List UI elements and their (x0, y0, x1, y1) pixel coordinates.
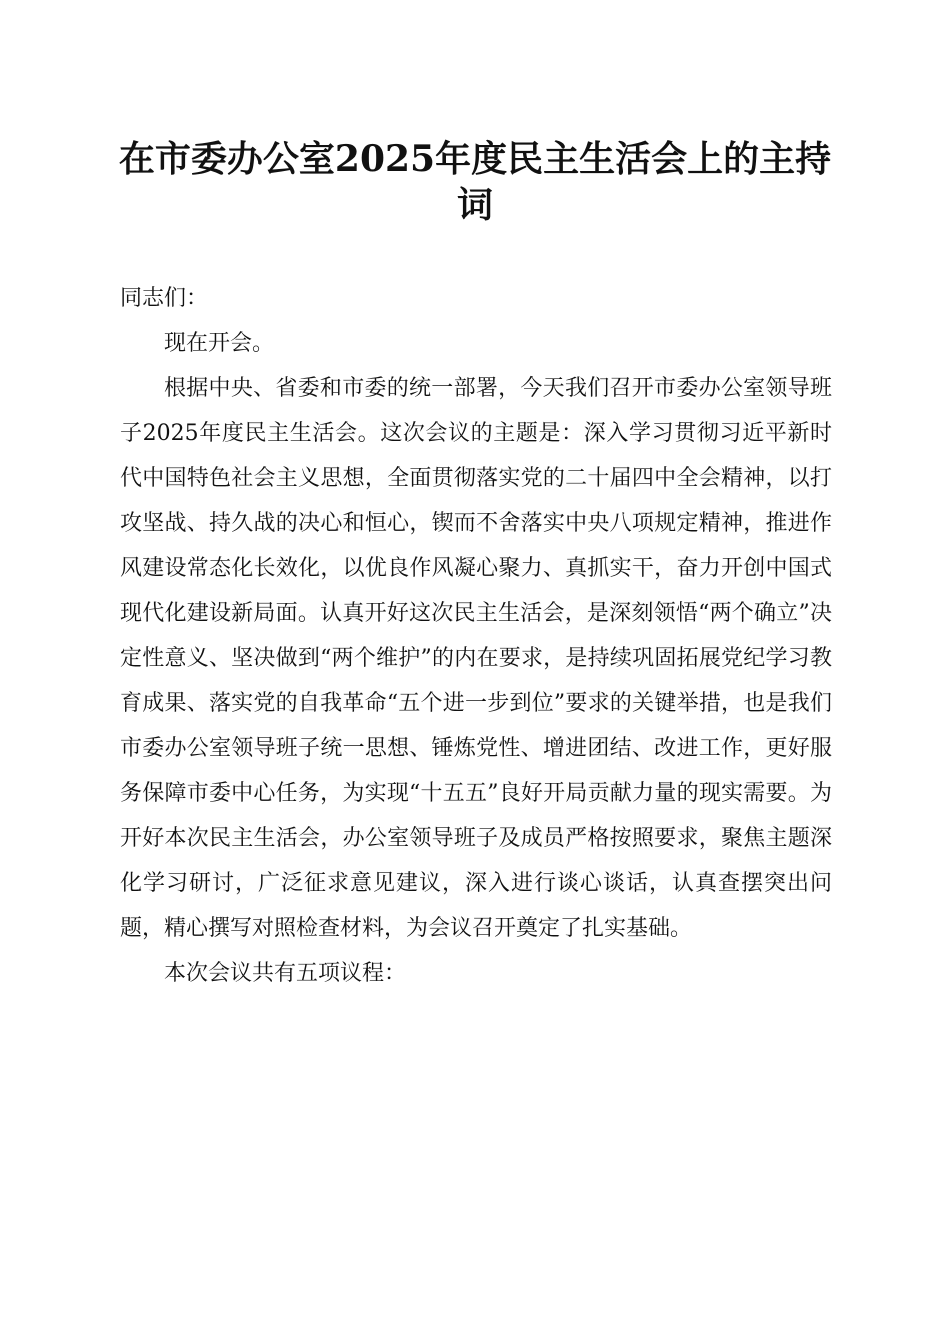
document-body (120, 276, 832, 996)
salutation: 同志们： (120, 286, 209, 311)
paragraph-background: 根据中央、省委和市委的统一部署，今天我们召开市委办公室领导班子2025年度民主生活会。这次会议的主题是：深入学习贯彻习近平新时代中国特色社会主义思想，全面贯彻落实党的二十届四中全会精神，以打攻坚战、持久战的决心和恒心，锲而不舍落实中央八项规定精神，推进作风建设常态化长效化，以优良作风凝心聚力、真抓实干，奋力开创中国式现代化建设新局面。认真开好这次民主生活会，是深刻领悟“两个确立”决定性意义、坚决做到“两个维护”的内在要求，是持续巩固拓展党纪学习教育成果、落实党的自我革命“五个进一步到位”要求的关键举措，也是我们市委办公室领导班子统一思想、锤炼党性、增进团结、改进工作，更好服务保障市委中心任务，为实现“十五五”良好开局贡献力量的现实需要。为开好本次民主生活会，办公室领导班子及成员严格按照要求，聚焦主题深化学习研讨，广泛征求意见建议，深入进行谈心谈话，认真查摆突出问题，精心撰写对照检查材料，为会议召开奠定了扎实基础。 (120, 376, 832, 941)
paragraph-opening: 现在开会。 (164, 331, 275, 356)
paragraph-agenda-intro: 本次会议共有五项议程： (164, 961, 407, 986)
document-title: 在市委办公室2025年度民主生活会上的主持词 (118, 138, 832, 226)
